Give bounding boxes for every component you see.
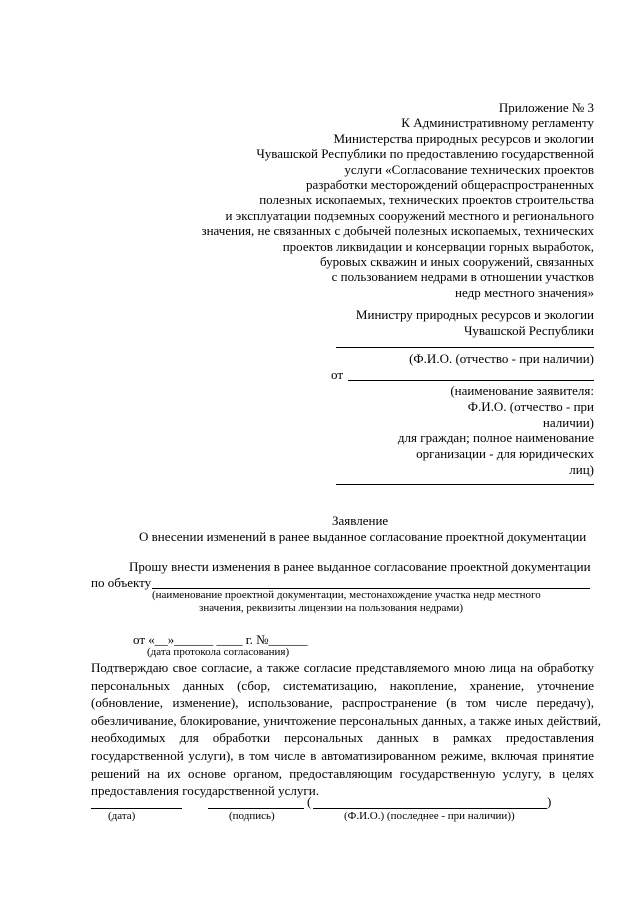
consent-line: обезличивание, блокирование, уничтожение персональных данных, а также иных действий, [91,712,601,728]
consent-line: персональных данных (сбор, систематизацию, накопление, хранение, уточнение [91,677,594,693]
fio-hint: (Ф.И.О. (отчество - при наличии) [409,351,594,366]
appendix-line: недр местного значения» [455,284,594,300]
applicant-hint-line: для граждан; полное наименование [397,430,594,446]
protocol-date-hint: (дата протокола согласования) [147,646,290,658]
fio-label: (Ф.И.О.) (последнее - при наличии)) [344,810,515,822]
appendix-line: с пользованием недрами в отношении участков [331,269,594,285]
applicant-hint-line: организации - для юридических [416,446,594,462]
open-paren: ( [307,794,312,809]
appendix-line: Министерства природных ресурсов и экологии [333,130,594,146]
object-label: по объекту [91,575,152,590]
fio-signature-field[interactable] [313,808,547,809]
appendix-line: К Административному регламенту [401,115,594,131]
appendix-line: и эксплуатации подземных сооружений местного и регионального [225,207,594,223]
appendix-block [174,100,594,300]
appendix-line: разработки месторождений общераспространенных [305,177,594,193]
appendix-line: проектов ликвидации и консервации горных выработок, [282,238,594,254]
consent-line: решений на их основе органом, предоставляющим государственную услугу, в целях [91,765,594,781]
sign-signature-field[interactable] [208,808,304,809]
protocol-date-line[interactable]: от «__»______ ____ г. №______ [133,632,308,647]
minister-fio-field[interactable] [336,347,594,348]
applicant-hint-line: (наименование заявителя: [450,383,594,398]
date-signature-field[interactable] [91,808,182,809]
addressee-line-2: Чувашской Республики [463,323,594,338]
consent-line: государственной услуги), в том числе в автоматизированном режиме, включая принятие [91,747,594,763]
applicant-field[interactable] [348,380,594,381]
sign-label: (подпись) [229,810,275,822]
from-label: от [331,367,344,382]
consent-line: Подтверждаю свое согласие, а также согласие представляемого мною лица на обработку [91,660,594,675]
consent-line: (обновление, изменение), использование, распространение (в том числе передачу), [91,695,594,711]
date-label: (дата) [108,810,136,822]
statement-title: Заявление [332,513,389,528]
statement-subtitle: О внесении изменений в ранее выданное согласование проектной документации [139,529,587,544]
addressee-line-1: Министру природных ресурсов и экологии [355,307,594,322]
consent-line: необходимых для обработки персональных данных в рамках предоставления [91,730,594,746]
appendix-line: Приложение № 3 [498,100,594,115]
consent-line: предоставления государственной услуги. [91,783,319,799]
appendix-line: буровых скважин и иных сооружений, связанных [320,254,594,270]
applicant-extra-field[interactable] [336,484,594,485]
applicant-hint-line: Ф.И.О. (отчество - при [467,398,594,414]
object-hint-2: значения, реквизиты лицензии на пользования недрами) [199,602,463,614]
appendix-line: Чувашской Республики по предоставлению государственной [256,146,594,162]
applicant-hint-line: лиц) [569,461,594,477]
close-paren: ) [547,794,552,809]
appendix-line: полезных ископаемых, технических проектов строительства [259,192,594,208]
appendix-line: значения, не связанных с добычей полезных ископаемых, технических [201,223,594,239]
appendix-line: услуги «Согласование технических проектов [344,161,594,177]
applicant-hint-line: наличии) [542,414,594,430]
applicant-hint [398,383,594,478]
request-line: Прошу внести изменения в ранее выданное согласование проектной документации [129,559,591,574]
object-hint-1: (наименование проектной документации, местонахождение участка недр местного [152,589,541,601]
consent-paragraph [91,659,601,800]
